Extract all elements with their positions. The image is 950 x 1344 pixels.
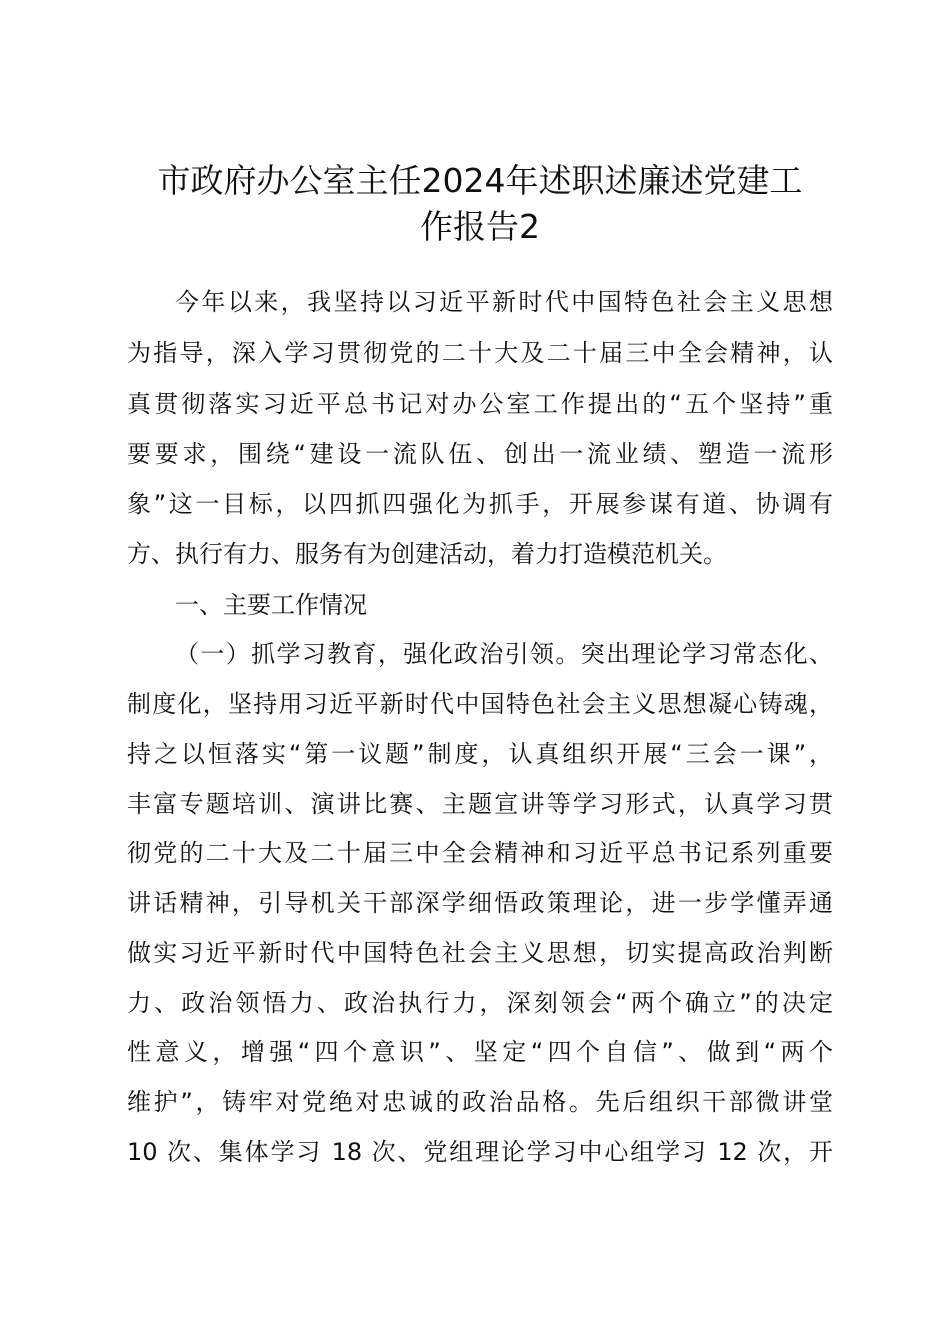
paragraph-line: 今年以来，我坚持以习近平新时代中国特色社会主义思想 <box>175 288 833 316</box>
paragraph-line: 讲话精神，引导机关干部深学细悟政策理论，进一步学懂弄通 <box>127 889 833 917</box>
paragraph-line: 真贯彻落实习近平总书记对办公室工作提出的“五个坚持”重 <box>127 390 833 418</box>
document-title <box>110 158 850 250</box>
paragraph-line: 方、执行有力、服务有为创建活动，着力打造模范机关。 <box>127 540 727 568</box>
paragraph-line: 10 次、集体学习 18 次、党组理论学习中心组学习 12 次，开 <box>127 1138 833 1166</box>
paragraph-line: 制度化，坚持用习近平新时代中国特色社会主义思想凝心铸魂， <box>127 690 833 718</box>
section-heading: 一、主要工作情况 <box>175 591 367 619</box>
title-line-1: 市政府办公室主任2024年述职述廉述党建工 <box>157 161 803 200</box>
paragraph-line: 彻党的二十大及二十届三中全会精神和习近平总书记系列重要 <box>127 839 833 867</box>
paragraph-line: 象”这一目标，以四抓四强化为抓手，开展参谋有道、协调有 <box>127 490 833 518</box>
paragraph-line: 力、政治领悟力、政治执行力，深刻领会“两个确立”的决定 <box>127 989 833 1017</box>
title-line-2: 作报告2 <box>420 207 540 246</box>
paragraph-line: （一）抓学习教育，强化政治引领。突出理论学习常态化、 <box>175 640 833 668</box>
paragraph-line: 做实习近平新时代中国特色社会主义思想，切实提高政治判断 <box>127 939 833 967</box>
paragraph-line: 要要求，围绕“建设一流队伍、创出一流业绩、塑造一流形 <box>127 440 833 468</box>
paragraph-line: 性意义，增强“四个意识”、坚定“四个自信”、做到“两个 <box>127 1038 833 1066</box>
paragraph-line: 丰富专题培训、演讲比赛、主题宣讲等学习形式，认真学习贯 <box>127 790 833 818</box>
paragraph-line: 为指导，深入学习贯彻党的二十大及二十届三中全会精神，认 <box>127 339 833 367</box>
paragraph-line: 持之以恒落实“第一议题”制度，认真组织开展“三会一课”， <box>127 740 833 768</box>
paragraph-line: 维护”，铸牢对党绝对忠诚的政治品格。先后组织干部微讲堂 <box>127 1088 833 1116</box>
